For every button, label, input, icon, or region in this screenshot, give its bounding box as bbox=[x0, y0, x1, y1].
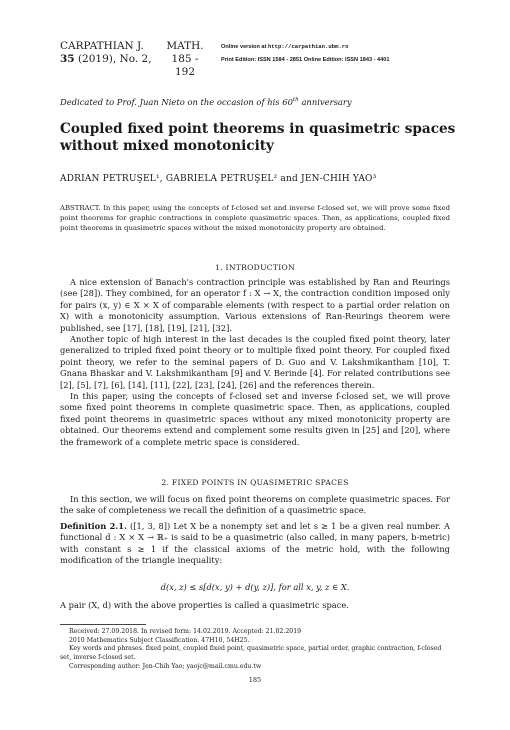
subject-label: MATH. bbox=[166, 40, 204, 52]
online-prefix: Online version at bbox=[221, 44, 268, 50]
definition-conclusion: A pair (X, d) with the above properties is called a quasimetric space. bbox=[60, 600, 349, 610]
online-info bbox=[221, 40, 390, 67]
journal-title: CARPATHIAN J. bbox=[60, 40, 144, 52]
definition-label: Definition 2.1. bbox=[60, 520, 127, 531]
definition-2-1 bbox=[60, 521, 450, 567]
intro-paragraph-3: In this paper, using the concepts of f-closed set and inverse f-closed set, we will prove some fixed point theorems in complete quasimetric space. Then, as applications, coupled fixed point theorems in quasimetric spaces without any mixed monotonicity property are obtained. Our theorems extend and complement some results given in [25] and [20], where the framework of a complete metric space is considered. bbox=[60, 391, 450, 447]
journal-volume: 35 bbox=[60, 53, 75, 65]
page-range: 185 - 192 bbox=[171, 53, 199, 78]
dedication-text: Dedicated to Prof. Juan Nieto on the occasion of his 60 bbox=[60, 97, 293, 107]
author-list: ADRIAN PETRUŞEL¹, GABRIELA PETRUŞEL² and JEN-CHIH YAO³ bbox=[60, 174, 377, 184]
dedication-superscript: th bbox=[292, 97, 299, 104]
intro-paragraph-2: Another topic of high interest in the last decades is the coupled fixed point theory, later generalized to tripled fixed point theory or to multiple fixed point theory. For coupled fixed point theory, we refer to the seminal papers of D. Guo and V. Lakshmikantham [10], T. Gnana Bhaskar and V. Lakshmikantham [9] and V. Berinde [4]. For related contributions see [2], [5], [7], [6], [14], [11], [22], [23], [24], [26] and the references therein. bbox=[60, 334, 450, 390]
intro-paragraph-1: A nice extension of Banach's contraction principle was established by Ran and Reurings (see [28]). They combined, for an operator f : X → X, the contraction condition imposed only for pairs (x, y) ∈ X × X of comparable elements (with respect to a partial order relation on X) with a monotonicity assumption. Various extensions of Ran-Reurings theorem were published, see [17], [18], [19], [21], [32]. bbox=[60, 277, 450, 333]
footnote-corresponding-author: Corresponding author: Jen-Chih Yao; yaojc@mail.cmu.edu.tw bbox=[69, 662, 262, 670]
triangle-inequality-equation: d(x, z) ≤ s[d(x, y) + d(y, z)], for all x, y, z ∈ X. bbox=[160, 582, 350, 592]
introduction-body bbox=[60, 277, 450, 448]
page-number: 185 bbox=[248, 676, 262, 684]
definition-text: ([1, 3, 8]) Let X be a nonempty set and let s ≥ 1 be a given real number. A functional d : X × X → ℝ₊ is said to be a quasimetric (also called, in many papers, b-metric) with constant s ≥ 1 if the classical axioms of the metric hold, with the following modification of the triangle inequality: bbox=[60, 520, 450, 566]
section-heading-fixed-points: 2. FIXED POINTS IN QUASIMETRIC SPACES bbox=[161, 478, 349, 487]
journal-issue: (2019), No. 2, bbox=[74, 53, 152, 65]
abstract: ABSTRACT. In this paper, using the concepts of f-closed set and inverse f-closed set, we will prove some fixed point theorems for graphic contractions in complete quasimetric spaces. Then, as applications, coupled fixed point theorems in quasimetric spaces without the mixed monotonicity property are obtained. bbox=[60, 204, 450, 232]
journal-subject bbox=[160, 40, 210, 79]
title-line-2: without mixed monotonicity bbox=[60, 138, 274, 154]
footnotes bbox=[60, 628, 450, 672]
dedication-end: anniversary bbox=[298, 97, 352, 107]
section2-paragraph-1: In this section, we will focus on fixed point theorems on complete quasimetric spaces. For the sake of completeness we recall the definition of a quasimetric space. bbox=[60, 494, 450, 516]
footnote-msc: 2010 Mathematics Subject Classification. 47H10, 54H25. bbox=[69, 636, 250, 644]
section2-body bbox=[60, 494, 450, 566]
footnote-keywords: Key words and phrases. fixed point, coupled fixed point, quasimetric space, partial order, graphic contraction, f-closed set, inverse f-closed set. bbox=[60, 645, 442, 662]
footnote-received: Received: 27.09.2018. In revised form: 14.02.2019. Accepted: 21.02.2019 bbox=[69, 628, 302, 635]
paper-title bbox=[60, 121, 455, 155]
journal-url-link[interactable]: http://carpathian.ubm.ro bbox=[267, 43, 349, 50]
journal-name bbox=[60, 40, 152, 66]
issn-info: Print Edition: ISSN 1584 - 2851 Online Edition: ISSN 1843 - 4401 bbox=[221, 57, 390, 63]
dedication bbox=[60, 97, 352, 107]
section-heading-introduction: 1. INTRODUCTION bbox=[214, 263, 296, 272]
title-line-1: Coupled fixed point theorems in quasimetric spaces bbox=[60, 121, 456, 137]
footnote-divider bbox=[60, 624, 146, 625]
